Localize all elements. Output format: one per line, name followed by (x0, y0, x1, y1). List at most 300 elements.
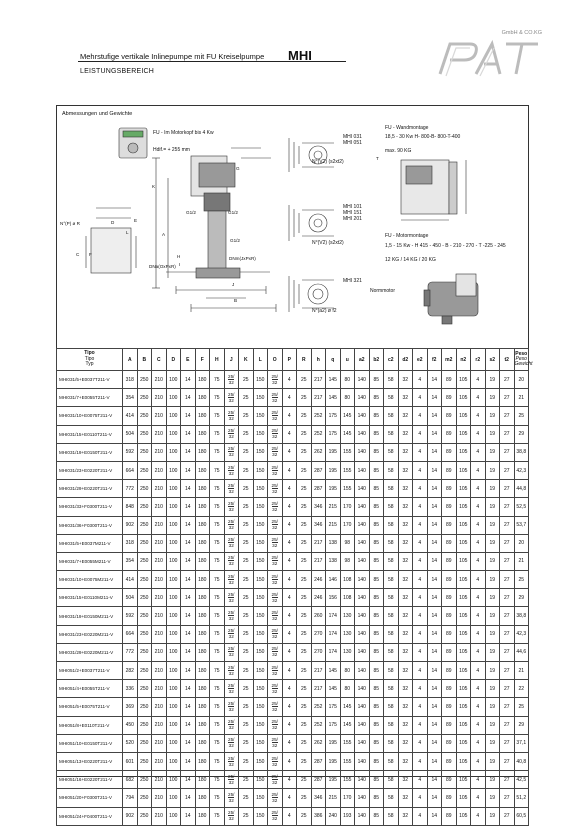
table-cell: 4 (413, 716, 428, 734)
table-cell: 210 (152, 807, 167, 825)
column-header-t2: t2 (500, 349, 515, 371)
fraction-value: $\frac{25/}{32}$ (271, 700, 278, 712)
table-cell: 89 (442, 516, 457, 534)
table-cell: 89 (442, 716, 457, 734)
table-cell: 89 (442, 752, 457, 770)
table-cell: 150 (253, 480, 268, 498)
table-cell: 210 (152, 552, 167, 570)
table-cell: 4 (471, 680, 486, 698)
table-cell: 210 (152, 607, 167, 625)
table-cell: 19 (485, 589, 500, 607)
table-row (57, 480, 529, 498)
table-cell: 25 (297, 643, 312, 661)
table-cell: 682 (123, 771, 138, 789)
table-cell: 85 (369, 643, 384, 661)
table-cell: 145 (340, 425, 355, 443)
table-cell: 250 (137, 371, 152, 389)
table-cell: 32 (398, 807, 413, 825)
table-cell: 27 (500, 662, 515, 680)
pat-logo-icon (436, 36, 542, 78)
table-row (57, 625, 529, 643)
fraction-value: $\frac{25/}{32}$ (228, 500, 235, 512)
table-cell: 27 (500, 771, 515, 789)
table-cell: 140 (355, 789, 370, 807)
table-cell: 14 (181, 480, 196, 498)
table-row (57, 443, 529, 461)
table-row (57, 552, 529, 570)
table-cell: 58 (384, 643, 399, 661)
table-cell: 150 (253, 607, 268, 625)
table-cell: 100 (166, 534, 181, 552)
table-cell: 80 (340, 662, 355, 680)
table-cell: 75 (210, 662, 225, 680)
table-cell: 210 (152, 752, 167, 770)
table-cell: 19 (485, 498, 500, 516)
table-cell: 592 (123, 443, 138, 461)
table-cell: 4 (282, 662, 297, 680)
table-cell: 25 (297, 516, 312, 534)
table-cell: 210 (152, 371, 167, 389)
table-cell: 282 (123, 662, 138, 680)
table-cell: 14 (181, 461, 196, 479)
table-cell: 246 (311, 571, 326, 589)
table-cell: 105 (456, 534, 471, 552)
fraction-value: $\frac{25/}{32}$ (271, 591, 278, 603)
table-cell: 25 (297, 389, 312, 407)
table-cell: 25 (239, 771, 254, 789)
table-cell: 58 (384, 534, 399, 552)
table-cell: 150 (253, 807, 268, 825)
table-cell: 848 (123, 498, 138, 516)
table-cell: 89 (442, 607, 457, 625)
table-cell: 58 (384, 571, 399, 589)
table-cell: 75 (210, 643, 225, 661)
table-cell: 14 (181, 698, 196, 716)
table-cell: 25 (297, 771, 312, 789)
table-cell: 27 (500, 425, 515, 443)
table-cell (268, 607, 283, 625)
table-cell: 44,8 (514, 480, 529, 498)
model-cell: MHI031/23+E0220M211-V (57, 625, 123, 643)
table-cell: 4 (413, 571, 428, 589)
table-cell: 217 (311, 389, 326, 407)
table-cell: 504 (123, 589, 138, 607)
table-cell: 145 (326, 662, 341, 680)
group2-model: MHI 201 (343, 216, 362, 222)
table-cell: 664 (123, 625, 138, 643)
dim-label-g1: G1/2 (186, 210, 196, 215)
fraction-value: $\frac{25/}{32}$ (271, 482, 278, 494)
table-cell: 140 (355, 552, 370, 570)
table-row (57, 607, 529, 625)
table-cell: 414 (123, 571, 138, 589)
model-cell: MHI051/4+E0055T211-V (57, 680, 123, 698)
table-cell: 19 (485, 752, 500, 770)
table-cell (268, 589, 283, 607)
table-cell: 287 (311, 771, 326, 789)
table-cell: 215 (326, 498, 341, 516)
group1-model: MHI 051 (343, 140, 362, 146)
table-row (57, 498, 529, 516)
table-cell: 140 (355, 589, 370, 607)
table-cell: 14 (181, 625, 196, 643)
table-cell: 14 (181, 371, 196, 389)
table-cell: 105 (456, 807, 471, 825)
motor-spec-1: 1,5 - 15 Kw - H 415 - 450 - B - 210 - 270 - T -225 - 245 (385, 243, 506, 249)
table-cell (224, 498, 239, 516)
model-cell: MHI031/19+E0150M211-V (57, 607, 123, 625)
table-cell: 21 (514, 662, 529, 680)
table-cell (268, 425, 283, 443)
group2-model: MHI 101 (343, 204, 362, 210)
table-cell: 89 (442, 734, 457, 752)
table-cell: 250 (137, 589, 152, 607)
table-cell: 250 (137, 771, 152, 789)
table-cell: 150 (253, 734, 268, 752)
table-cell (268, 498, 283, 516)
table-cell (224, 643, 239, 661)
table-cell: 58 (384, 371, 399, 389)
table-cell: 52,5 (514, 498, 529, 516)
table-cell (268, 552, 283, 570)
table-cell (224, 425, 239, 443)
fraction-value: $\frac{25/}{32}$ (228, 664, 235, 676)
table-cell: 100 (166, 607, 181, 625)
table-cell: 4 (413, 680, 428, 698)
table-cell: 105 (456, 498, 471, 516)
table-cell: 27 (500, 698, 515, 716)
table-cell (268, 371, 283, 389)
table-cell: 58 (384, 789, 399, 807)
table-cell: 4 (471, 407, 486, 425)
fraction-value: $\frac{25/}{32}$ (228, 591, 235, 603)
table-cell: 287 (311, 461, 326, 479)
table-cell: 25 (297, 571, 312, 589)
table-cell: 105 (456, 734, 471, 752)
table-cell: 14 (427, 534, 442, 552)
table-cell (268, 389, 283, 407)
model-cell: MHI051/8+E0110T211-V (57, 716, 123, 734)
table-cell: 210 (152, 407, 167, 425)
table-cell: 25 (297, 734, 312, 752)
table-cell: 4 (413, 443, 428, 461)
table-cell: 105 (456, 771, 471, 789)
table-cell: 140 (355, 716, 370, 734)
table-cell: 210 (152, 789, 167, 807)
table-cell: 138 (326, 534, 341, 552)
column-header-F: F (195, 349, 210, 371)
column-header-J: J (224, 349, 239, 371)
table-cell (224, 389, 239, 407)
table-cell: 85 (369, 534, 384, 552)
table-cell: 14 (427, 389, 442, 407)
table-cell: 250 (137, 807, 152, 825)
table-row (57, 789, 529, 807)
table-cell: 19 (485, 789, 500, 807)
table-cell: 32 (398, 571, 413, 589)
table-cell: 100 (166, 698, 181, 716)
table-cell: 105 (456, 625, 471, 643)
table-cell: 175 (326, 698, 341, 716)
table-row (57, 461, 529, 479)
table-cell: 14 (427, 480, 442, 498)
table-cell: 250 (137, 480, 152, 498)
table-cell: 4 (282, 734, 297, 752)
table-cell: 250 (137, 534, 152, 552)
fraction-value: $\frac{25/}{32}$ (271, 664, 278, 676)
table-cell: 180 (195, 516, 210, 534)
table-cell: 105 (456, 425, 471, 443)
table-cell: 27 (500, 516, 515, 534)
table-cell: 80 (340, 389, 355, 407)
table-cell: 14 (427, 407, 442, 425)
group2-list (343, 204, 362, 222)
table-cell: 180 (195, 625, 210, 643)
table-row (57, 516, 529, 534)
table-cell: 180 (195, 498, 210, 516)
table-cell: 4 (471, 516, 486, 534)
table-cell: 58 (384, 407, 399, 425)
table-cell: 85 (369, 571, 384, 589)
table-cell: 180 (195, 789, 210, 807)
table-cell: 520 (123, 734, 138, 752)
table-cell: 89 (442, 407, 457, 425)
table-cell: 58 (384, 662, 399, 680)
table-cell: 25 (297, 461, 312, 479)
fraction-value: $\frac{25/}{32}$ (271, 719, 278, 731)
table-cell: 4 (413, 407, 428, 425)
table-cell: 19 (485, 534, 500, 552)
table-cell: 32 (398, 389, 413, 407)
table-cell (224, 625, 239, 643)
model-cell: MHI031/7+E0055T211-V (57, 389, 123, 407)
table-cell: 180 (195, 389, 210, 407)
table-cell: 85 (369, 552, 384, 570)
table-cell: 210 (152, 662, 167, 680)
table-cell: 27 (500, 625, 515, 643)
table-cell: 21 (514, 552, 529, 570)
table-cell: 27 (500, 571, 515, 589)
table-cell: 100 (166, 589, 181, 607)
table-cell: 902 (123, 516, 138, 534)
table-cell: 100 (166, 752, 181, 770)
model-cell: MHI051/2+E0037T211-V (57, 662, 123, 680)
table-cell: 4 (282, 516, 297, 534)
table-cell: 100 (166, 571, 181, 589)
table-cell: 40,8 (514, 752, 529, 770)
table-cell: 14 (427, 607, 442, 625)
group2-model: MHI 151 (343, 210, 362, 216)
table-cell: 336 (123, 680, 138, 698)
table-cell: 210 (152, 443, 167, 461)
spec-table (56, 348, 533, 826)
table-cell: 25 (297, 716, 312, 734)
table-cell: 75 (210, 425, 225, 443)
table-cell: 105 (456, 407, 471, 425)
dimension-drawing (56, 118, 528, 346)
table-cell: 21 (514, 389, 529, 407)
table-cell: 287 (311, 480, 326, 498)
table-cell: 105 (456, 443, 471, 461)
table-cell (224, 480, 239, 498)
table-cell: 105 (456, 371, 471, 389)
table-cell: 140 (355, 480, 370, 498)
table-cell: 250 (137, 498, 152, 516)
fraction-value: $\frac{25/}{32}$ (271, 555, 278, 567)
table-cell: 85 (369, 662, 384, 680)
group1-list (343, 134, 362, 146)
table-cell: 75 (210, 789, 225, 807)
tipo-header-line: Tipo (84, 355, 95, 362)
table-cell: 4 (471, 571, 486, 589)
table-cell: 250 (137, 698, 152, 716)
table-cell: 25 (297, 443, 312, 461)
table-cell: 85 (369, 607, 384, 625)
table-cell: 346 (311, 516, 326, 534)
table-cell: 250 (137, 443, 152, 461)
table-cell: 75 (210, 589, 225, 607)
table-cell: 89 (442, 680, 457, 698)
table-cell: 25 (297, 552, 312, 570)
table-cell: 4 (471, 498, 486, 516)
table-cell: 80 (340, 680, 355, 698)
table-row (57, 734, 529, 752)
table-cell: 85 (369, 625, 384, 643)
table-cell: 25 (514, 407, 529, 425)
table-cell: 250 (137, 461, 152, 479)
table-cell: 140 (355, 771, 370, 789)
table-cell: 32 (398, 716, 413, 734)
table-cell: 14 (427, 643, 442, 661)
table-cell: 250 (137, 389, 152, 407)
table-cell: 25 (239, 589, 254, 607)
table-cell: 32 (398, 371, 413, 389)
table-cell: 75 (210, 571, 225, 589)
peso-header-line: Peso (515, 356, 527, 362)
table-cell: 140 (355, 498, 370, 516)
table-cell: 27 (500, 680, 515, 698)
table-cell: 85 (369, 789, 384, 807)
table-cell: 14 (181, 607, 196, 625)
table-cell: 75 (210, 389, 225, 407)
table-cell: 85 (369, 498, 384, 516)
table-cell: 250 (137, 734, 152, 752)
table-cell: 4 (282, 643, 297, 661)
model-cell: MHI031/5+E0037T211-V (57, 371, 123, 389)
table-cell: 180 (195, 643, 210, 661)
table-cell: 105 (456, 662, 471, 680)
table-cell: 210 (152, 698, 167, 716)
table-cell: 772 (123, 643, 138, 661)
table-cell: 180 (195, 371, 210, 389)
table-cell: 100 (166, 443, 181, 461)
table-row (57, 389, 529, 407)
table-cell: 85 (369, 371, 384, 389)
table-cell: 75 (210, 716, 225, 734)
group3-model: MHI 321 (343, 278, 362, 284)
table-cell: 250 (137, 407, 152, 425)
table-cell: 27 (500, 480, 515, 498)
fraction-value: $\frac{25/}{32}$ (228, 719, 235, 731)
document-subtitle: LEISTUNGSBEREICH (80, 68, 154, 75)
table-cell: 27 (500, 389, 515, 407)
table-cell: 75 (210, 752, 225, 770)
table-cell: 318 (123, 534, 138, 552)
table-cell: 4 (413, 643, 428, 661)
column-header-D: D (166, 349, 181, 371)
table-row (57, 589, 529, 607)
table-cell: 180 (195, 407, 210, 425)
table-cell: 215 (326, 789, 341, 807)
column-header-P: P (282, 349, 297, 371)
fraction-value: $\frac{25/}{32}$ (228, 373, 235, 385)
table-cell: 89 (442, 389, 457, 407)
table-cell: 170 (340, 498, 355, 516)
table-cell: 794 (123, 789, 138, 807)
table-row (57, 371, 529, 389)
table-cell: 29 (514, 716, 529, 734)
table-cell (224, 589, 239, 607)
table-cell: 14 (181, 771, 196, 789)
table-cell: 29 (514, 589, 529, 607)
table-cell: 150 (253, 571, 268, 589)
table-cell: 25 (239, 625, 254, 643)
table-cell: 14 (427, 625, 442, 643)
table-cell: 4 (471, 771, 486, 789)
table-cell: 250 (137, 662, 152, 680)
table-cell: 89 (442, 662, 457, 680)
table-cell: 58 (384, 698, 399, 716)
table-cell: 130 (340, 643, 355, 661)
table-cell: 20 (514, 534, 529, 552)
table-cell: 89 (442, 552, 457, 570)
dim-label-dna: DNa(OxPxR) (149, 264, 176, 269)
table-cell: 180 (195, 680, 210, 698)
table-cell: 25 (239, 480, 254, 498)
column-header-A: A (123, 349, 138, 371)
table-cell: 140 (355, 534, 370, 552)
table-cell: 25 (297, 662, 312, 680)
table-cell: 25 (239, 534, 254, 552)
table-cell: 4 (413, 789, 428, 807)
dim-label-e: E (134, 218, 138, 223)
table-cell: 19 (485, 625, 500, 643)
table-cell: 270 (311, 643, 326, 661)
tipo-header-line: Tipo (84, 350, 95, 357)
table-cell: 32 (398, 662, 413, 680)
table-cell (268, 643, 283, 661)
table-cell: 902 (123, 807, 138, 825)
table-cell: 180 (195, 480, 210, 498)
table-cell (268, 807, 283, 825)
table-cell: 140 (355, 698, 370, 716)
table-cell (268, 571, 283, 589)
table-cell: 4 (471, 589, 486, 607)
table-cell: 386 (311, 807, 326, 825)
table-cell: 318 (123, 371, 138, 389)
table-cell: 100 (166, 552, 181, 570)
table-cell: 140 (355, 680, 370, 698)
table-cell: 14 (181, 516, 196, 534)
table-cell: 150 (253, 534, 268, 552)
table-cell: 22 (514, 680, 529, 698)
table-cell: 4 (471, 734, 486, 752)
table-cell: 4 (413, 552, 428, 570)
table-cell: 25 (297, 789, 312, 807)
table-cell (268, 680, 283, 698)
table-cell: 4 (413, 480, 428, 498)
table-cell: 14 (427, 516, 442, 534)
